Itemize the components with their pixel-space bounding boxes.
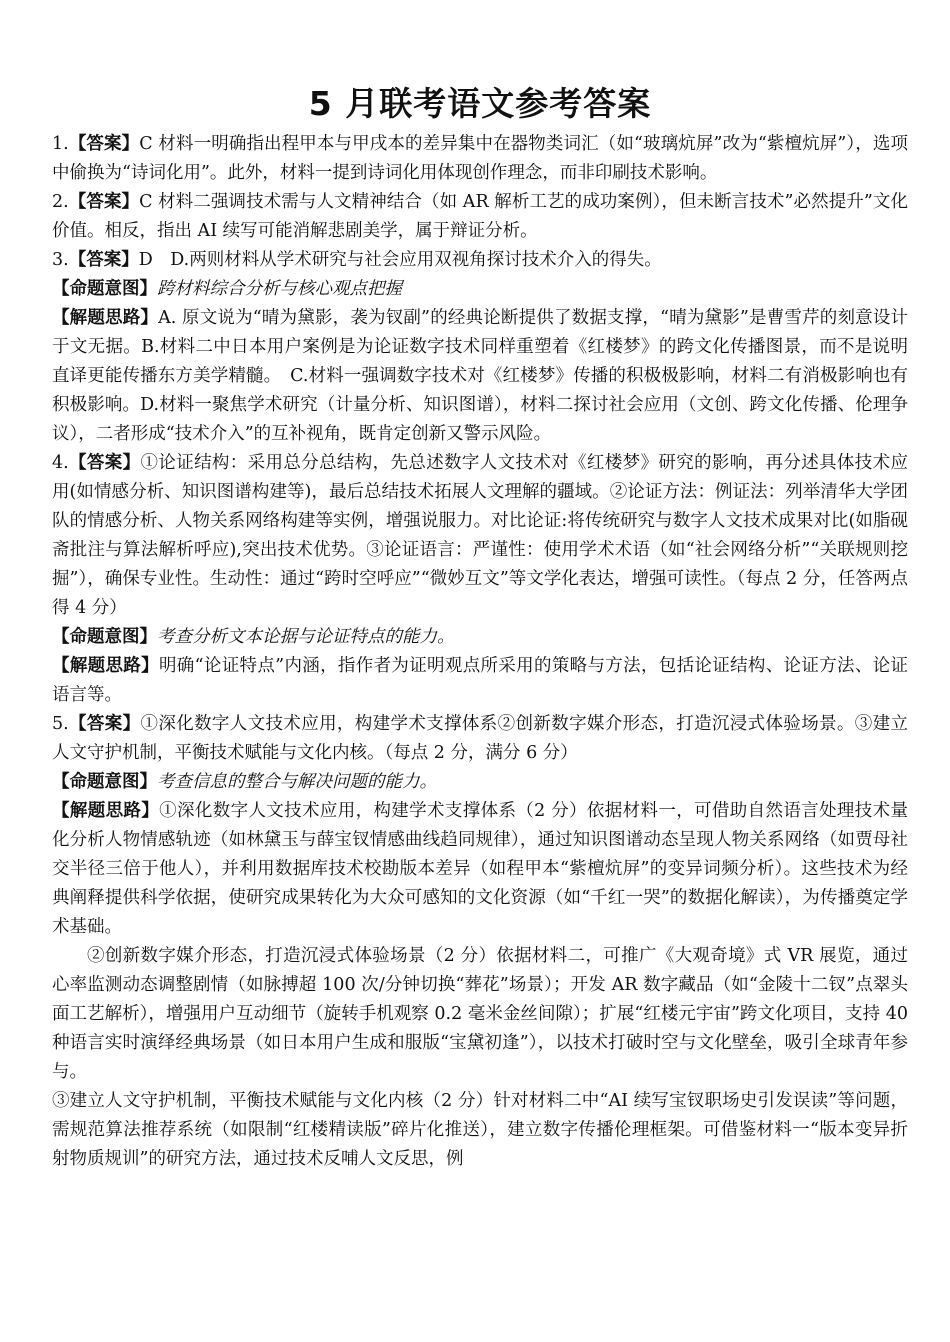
- answer-2: [52, 188, 908, 246]
- answer-text: D D.两则材料从学术研究与社会应用双视角探讨技术介入的得失。: [138, 250, 662, 270]
- solution-text: ①深化数字人文技术应用，构建学术支撑体系（2 分）依据材料一，可借助自然语言处理技术量化分析人物情感轨迹（如林黛玉与薛宝钗情感曲线趋同规律），通过知识图谱动态呈现人物关系网络（如贾母社交半径三倍于他人），并利用数据库技术校勘版本差异（如程甲本“紫檀炕屏”的变异词频分析）。这些技术为经典阐释提供科学依据，使研究成果转化为大众可感知的文化资源（如“千红一哭”的数据化解读），为传播奠定学术基础。: [52, 801, 909, 937]
- question-number: 4.: [52, 453, 69, 473]
- solution-label: 【解题思路】: [52, 308, 159, 328]
- answer-label: 【答案】: [68, 250, 139, 270]
- intent-text: 考查分析文本论据与论证特点的能力。: [157, 627, 455, 647]
- answer-label: 【答案】: [68, 453, 141, 473]
- answer-3: [52, 246, 908, 275]
- answer-5: [52, 710, 908, 768]
- question-number: 2.: [52, 192, 69, 212]
- solution-3: [52, 304, 908, 449]
- answer-1: [52, 130, 908, 188]
- intent-3: [52, 275, 908, 304]
- intent-text: 跨材料综合分析与核心观点把握: [157, 279, 402, 299]
- page-title: 5 月联考语文参考答案: [308, 84, 652, 123]
- intent-label: 【命题意图】: [52, 279, 157, 299]
- answer-text: C 材料二强调技术需与人文精神结合（如 AR 解析工艺的成功案例），但未断言技术”必然提升”文化价值。相反，指出 AI 续写可能消解悲剧美学，属于辩证分析。: [52, 192, 908, 241]
- intent-4: [52, 623, 908, 652]
- solution-5-paragraph-2: ②创新数字媒介形态，打造沉浸式体验场景（2 分）依据材料二，可推广《大观奇境》式 VR 展览，通过心率监测动态调整剧情（如脉搏超 100 次/分钟切换“葬花”场景）；开发 AR 数字藏品（如“金陵十二钗”点翠头面工艺解析），增强用户互动细节（旋转手机观察 0.2 毫米金丝间隙）；扩展“红楼元宇宙”跨文化项目，支持 40 种语言实时演绎经典场景（如日本用户生成和服版“宝黛初逢”），以技术打破时空与文化壁垒，吸引全球青年参与。: [52, 946, 908, 1082]
- solution-label: 【解题思路】: [52, 801, 160, 821]
- solution-text: 明确“论证特点”内涵，指作者为证明观点所采用的策略与方法，包括论证结构、论证方法、论证语言等。: [52, 656, 909, 705]
- intent-label: 【命题意图】: [52, 772, 157, 792]
- solution-label: 【解题思路】: [52, 656, 159, 676]
- question-number: 3.: [52, 250, 69, 270]
- intent-5: [52, 768, 908, 797]
- answer-text: ①深化数字人文技术应用，构建学术支撑体系②创新数字媒介形态，打造沉浸式体验场景。③建立人文守护机制，平衡技术赋能与文化内核。（每点 2 分，满分 6 分）: [52, 714, 909, 763]
- solution-4: [52, 652, 908, 710]
- answer-text: C 材料一明确指出程甲本与甲戌本的差异集中在器物类词汇（如“玻璃炕屏”改为“紫檀炕屏”），选项中偷换为“诗词化用”。此外，材料一提到诗词化用体现创作理念，而非印刷技术影响。: [52, 134, 908, 183]
- solution-text: A. 原文说为“晴为黛影，袭为钗副”的经典论断提供了数据支撑，“晴为黛影”是曹雪芹的刻意设计于文无据。B.材料二中日本用户案例是为论证数字技术同样重塑着《红楼梦》的跨文化传播图景，而不是说明直译更能传播东方美学精髓。 C.材料一强调数字技术对《红楼梦》传播的积极极影响，材料二有消极影响也有积极影响。D.材料一聚焦学术研究（计量分析、知识图谱），材料二探讨社会应用（文创、跨文化传播、伦理争议），二者形成“技术介入”的互补视角，既肯定创新又警示风险。: [52, 308, 909, 444]
- solution-5-paragraph-3: ③建立人文守护机制，平衡技术赋能与文化内核（2 分）针对材料二中“AI 续写宝钗职场史引发误读”等问题，需规范算法推荐系统（如限制“红楼精读版”碎片化推送），建立数字传播伦理框架。可借鉴材料一“版本变异折射物质规训”的研究方法，通过技术反哺人文反思，例: [52, 1091, 908, 1169]
- answer-label: 【答案】: [68, 134, 140, 154]
- question-number: 5.: [52, 714, 69, 734]
- intent-label: 【命题意图】: [52, 627, 157, 647]
- answer-4: [52, 449, 908, 623]
- answer-text: ①论证结构：采用总分总结构，先总述数字人文技术对《红楼梦》研究的影响，再分述具体技术应用(如情感分析、知识图谱构建等)，最后总结技术拓展人文理解的疆域。②论证方法：例证法：列举清华大学团队的情感分析、人物关系网络构建等实例，增强说服力。对比论证:将传统研究与数字人文技术成果对比(如脂砚斋批注与算法解析呼应),突出技术优势。③论证语言：严谨性：使用学术术语（如“社会网络分析”“关联规则挖掘”），确保专业性。生动性：通过“跨时空呼应”“微妙互文”等文学化表达，增强可读性。（每点 2 分，任答两点得 4 分）: [52, 453, 909, 618]
- question-number: 1.: [52, 134, 69, 154]
- intent-text: 考查信息的整合与解决问题的能力。: [157, 772, 437, 792]
- solution-5: [52, 797, 908, 942]
- answer-label: 【答案】: [68, 714, 141, 734]
- answer-label: 【答案】: [68, 192, 140, 212]
